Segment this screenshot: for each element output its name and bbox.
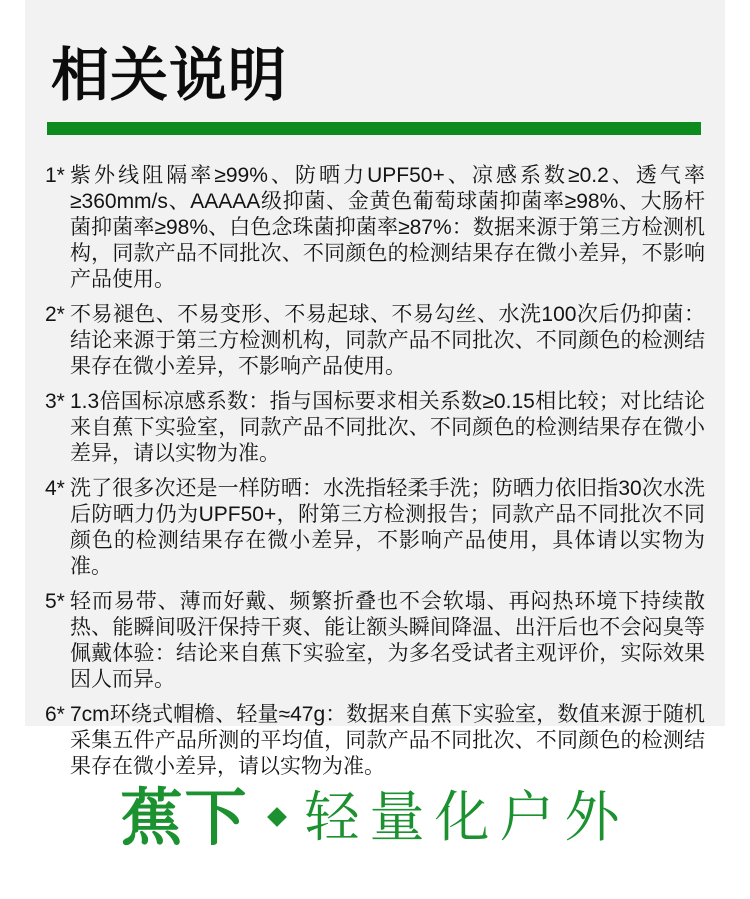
note-item-5	[45, 589, 705, 693]
note-text: 紫外线阻隔率≥99%、防晒力UPF50+、凉感系数≥0.2、透气率≥360mm/s、AAAAA级抑菌、金黄色葡萄球菌抑菌率≥98%、大肠杆菌抑菌率≥98%、白色念珠菌抑菌率≥87%：数据来源于第三方检测机构，同款产品不同批次、不同颜色的检测结果存在微小差异，不影响产品使用。	[70, 163, 705, 291]
note-marker: 6*	[45, 702, 65, 726]
note-item-2	[45, 302, 705, 380]
note-marker: 5*	[45, 589, 65, 613]
page-title: 相关说明	[51, 43, 288, 108]
note-marker: 1*	[45, 163, 65, 187]
brand-footer	[0, 726, 750, 899]
note-marker: 3*	[45, 389, 65, 413]
note-item-3	[45, 389, 705, 467]
note-item-1	[45, 163, 705, 293]
notes-card	[25, 0, 725, 778]
note-text: 7cm环绕式帽檐、轻量≈47g：数据来自蕉下实验室，数值来源于随机采集五件产品所测的平均值，同款产品不同批次、不同颜色的检测结果存在微小差异，请以实物为准。	[70, 702, 705, 778]
notes-list	[45, 163, 705, 780]
note-text: 不易褪色、不易变形、不易起球、不易勾丝、水洗100次后仍抑菌：结论来源于第三方检测机构，同款产品不同批次、不同颜色的检测结果存在微小差异，不影响产品使用。	[70, 302, 705, 378]
diamond-separator-icon	[267, 807, 287, 827]
title-underline-bar	[47, 122, 701, 135]
note-text: 1.3倍国标凉感系数：指与国标要求相关系数≥0.15相比较；对比结论来自蕉下实验室，同款产品不同批次、不同颜色的检测结果存在微小差异，请以实物为准。	[70, 389, 705, 465]
note-marker: 2*	[45, 302, 65, 326]
note-marker: 4*	[45, 476, 65, 500]
brand-logo-text: 蕉下	[120, 784, 249, 853]
note-item-4	[45, 476, 705, 580]
brand-tagline: 轻量化户外	[304, 786, 630, 848]
note-text: 洗了很多次还是一样防晒：水洗指轻柔手洗；防晒力依旧指30次水洗后防晒力仍为UPF50+，附第三方检测报告；同款产品不同批次不同颜色的检测结果存在微小差异，不影响产品使用，具体请以实物为准。	[70, 476, 705, 578]
note-text: 轻而易带、薄而好戴、频繁折叠也不会软塌、再闷热环境下持续散热、能瞬间吸汗保持干爽、能让额头瞬间降温、出汗后也不会闷臭等佩戴体验：结论来自蕉下实验室，为多名受试者主观评价，实际效果因人而异。	[70, 589, 705, 691]
